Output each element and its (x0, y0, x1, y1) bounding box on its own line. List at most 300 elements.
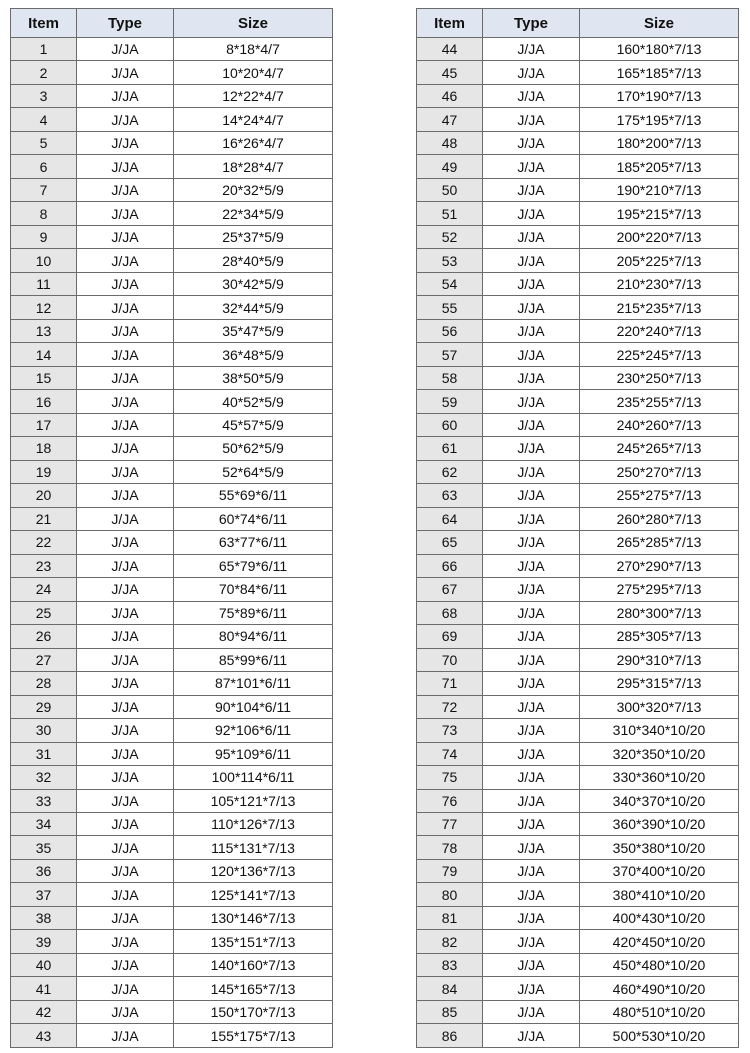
item-cell: 28 (11, 672, 77, 695)
item-cell: 69 (417, 625, 483, 648)
item-cell: 70 (417, 648, 483, 671)
type-cell: J/JA (77, 38, 174, 61)
type-cell: J/JA (77, 601, 174, 624)
size-cell: 350*380*10/20 (580, 836, 739, 859)
size-cell: 95*109*6/11 (174, 742, 333, 765)
item-cell: 41 (11, 977, 77, 1000)
item-cell: 75 (417, 766, 483, 789)
table-row (417, 953, 739, 976)
type-cell: J/JA (77, 554, 174, 577)
item-cell: 55 (417, 296, 483, 319)
item-cell: 33 (11, 789, 77, 812)
table-row (11, 366, 333, 389)
table-row (11, 84, 333, 107)
size-cell: 16*26*4/7 (174, 131, 333, 154)
item-cell: 36 (11, 859, 77, 882)
type-cell: J/JA (483, 836, 580, 859)
size-cell: 270*290*7/13 (580, 554, 739, 577)
type-cell: J/JA (483, 601, 580, 624)
type-cell: J/JA (483, 202, 580, 225)
item-cell: 51 (417, 202, 483, 225)
type-cell: J/JA (77, 296, 174, 319)
table-row (417, 836, 739, 859)
size-cell: 38*50*5/9 (174, 366, 333, 389)
table-header-row (417, 9, 739, 38)
type-cell: J/JA (77, 131, 174, 154)
size-cell: 165*185*7/13 (580, 61, 739, 84)
item-cell: 62 (417, 460, 483, 483)
item-cell: 42 (11, 1000, 77, 1023)
table-row (11, 61, 333, 84)
type-cell: J/JA (77, 719, 174, 742)
size-cell: 205*225*7/13 (580, 249, 739, 272)
size-cell: 85*99*6/11 (174, 648, 333, 671)
type-cell: J/JA (77, 343, 174, 366)
size-cell: 87*101*6/11 (174, 672, 333, 695)
type-cell: J/JA (77, 789, 174, 812)
table-row (417, 484, 739, 507)
type-cell: J/JA (483, 155, 580, 178)
size-cell: 255*275*7/13 (580, 484, 739, 507)
type-cell: J/JA (483, 366, 580, 389)
table-row (417, 390, 739, 413)
item-cell: 29 (11, 695, 77, 718)
item-cell: 1 (11, 38, 77, 61)
table-row (417, 225, 739, 248)
table-row (11, 1024, 333, 1047)
table-row (11, 249, 333, 272)
type-cell: J/JA (483, 648, 580, 671)
type-cell: J/JA (77, 836, 174, 859)
type-header: Type (483, 9, 580, 38)
size-cell: 245*265*7/13 (580, 437, 739, 460)
size-cell: 235*255*7/13 (580, 390, 739, 413)
size-cell: 180*200*7/13 (580, 131, 739, 154)
table-row (417, 578, 739, 601)
item-cell: 8 (11, 202, 77, 225)
size-cell: 215*235*7/13 (580, 296, 739, 319)
item-cell: 11 (11, 272, 77, 295)
item-cell: 45 (417, 61, 483, 84)
type-cell: J/JA (77, 390, 174, 413)
item-cell: 63 (417, 484, 483, 507)
type-cell: J/JA (77, 648, 174, 671)
item-cell: 25 (11, 601, 77, 624)
size-cell: 360*390*10/20 (580, 812, 739, 835)
item-header: Item (11, 9, 77, 38)
item-cell: 59 (417, 390, 483, 413)
table-row (417, 319, 739, 342)
size-cell: 275*295*7/13 (580, 578, 739, 601)
type-cell: J/JA (77, 578, 174, 601)
table-row (11, 789, 333, 812)
size-cell: 90*104*6/11 (174, 695, 333, 718)
item-cell: 73 (417, 719, 483, 742)
type-cell: J/JA (77, 906, 174, 929)
size-cell: 290*310*7/13 (580, 648, 739, 671)
size-cell: 295*315*7/13 (580, 672, 739, 695)
size-cell: 330*360*10/20 (580, 766, 739, 789)
item-cell: 65 (417, 531, 483, 554)
table-row (417, 812, 739, 835)
table-row (11, 413, 333, 436)
item-cell: 4 (11, 108, 77, 131)
type-cell: J/JA (483, 859, 580, 882)
item-cell: 14 (11, 343, 77, 366)
type-cell: J/JA (483, 906, 580, 929)
item-cell: 32 (11, 766, 77, 789)
item-cell: 31 (11, 742, 77, 765)
table-row (417, 531, 739, 554)
type-cell: J/JA (77, 625, 174, 648)
table-row (11, 601, 333, 624)
table-row (417, 906, 739, 929)
item-cell: 44 (417, 38, 483, 61)
type-cell: J/JA (77, 1000, 174, 1023)
item-cell: 3 (11, 84, 77, 107)
size-cell: 185*205*7/13 (580, 155, 739, 178)
table-row (11, 906, 333, 929)
table-row (417, 1024, 739, 1047)
type-cell: J/JA (483, 108, 580, 131)
table-row (417, 1000, 739, 1023)
table-row (11, 531, 333, 554)
table-row (11, 108, 333, 131)
item-cell: 49 (417, 155, 483, 178)
size-cell: 370*400*10/20 (580, 859, 739, 882)
type-cell: J/JA (77, 366, 174, 389)
type-cell: J/JA (483, 719, 580, 742)
item-cell: 10 (11, 249, 77, 272)
size-cell: 36*48*5/9 (174, 343, 333, 366)
item-cell: 78 (417, 836, 483, 859)
type-cell: J/JA (483, 413, 580, 436)
item-cell: 58 (417, 366, 483, 389)
table-row (11, 1000, 333, 1023)
type-cell: J/JA (483, 38, 580, 61)
table-row (417, 296, 739, 319)
size-cell: 155*175*7/13 (174, 1024, 333, 1047)
table-row (11, 625, 333, 648)
table-row (417, 672, 739, 695)
size-cell: 52*64*5/9 (174, 460, 333, 483)
item-cell: 21 (11, 507, 77, 530)
type-cell: J/JA (483, 1000, 580, 1023)
table-row (11, 38, 333, 61)
table-row (417, 131, 739, 154)
table-row (417, 742, 739, 765)
table-row (11, 859, 333, 882)
size-cell: 320*350*10/20 (580, 742, 739, 765)
table-row (417, 84, 739, 107)
table-row (417, 930, 739, 953)
size-cell: 120*136*7/13 (174, 859, 333, 882)
size-cell: 340*370*10/20 (580, 789, 739, 812)
item-cell: 56 (417, 319, 483, 342)
table-row (417, 437, 739, 460)
size-cell: 115*131*7/13 (174, 836, 333, 859)
table-row (11, 484, 333, 507)
type-cell: J/JA (77, 977, 174, 1000)
item-cell: 23 (11, 554, 77, 577)
type-cell: J/JA (483, 225, 580, 248)
type-cell: J/JA (483, 460, 580, 483)
size-cell: 160*180*7/13 (580, 38, 739, 61)
item-cell: 43 (11, 1024, 77, 1047)
type-cell: J/JA (483, 883, 580, 906)
type-cell: J/JA (77, 460, 174, 483)
type-cell: J/JA (483, 507, 580, 530)
size-cell: 420*450*10/20 (580, 930, 739, 953)
type-cell: J/JA (483, 789, 580, 812)
type-cell: J/JA (483, 437, 580, 460)
item-cell: 53 (417, 249, 483, 272)
type-cell: J/JA (483, 178, 580, 201)
size-cell: 450*480*10/20 (580, 953, 739, 976)
item-cell: 34 (11, 812, 77, 835)
item-cell: 27 (11, 648, 77, 671)
item-cell: 16 (11, 390, 77, 413)
size-cell: 380*410*10/20 (580, 883, 739, 906)
size-cell: 310*340*10/20 (580, 719, 739, 742)
item-cell: 86 (417, 1024, 483, 1047)
type-cell: J/JA (77, 742, 174, 765)
size-cell: 45*57*5/9 (174, 413, 333, 436)
type-cell: J/JA (77, 484, 174, 507)
table-row (11, 225, 333, 248)
size-cell: 25*37*5/9 (174, 225, 333, 248)
item-cell: 85 (417, 1000, 483, 1023)
type-cell: J/JA (77, 531, 174, 554)
item-cell: 48 (417, 131, 483, 154)
item-cell: 24 (11, 578, 77, 601)
size-cell: 150*170*7/13 (174, 1000, 333, 1023)
item-cell: 71 (417, 672, 483, 695)
table-row (11, 131, 333, 154)
table-row (417, 789, 739, 812)
size-cell: 200*220*7/13 (580, 225, 739, 248)
item-cell: 66 (417, 554, 483, 577)
table-row (417, 38, 739, 61)
size-cell: 28*40*5/9 (174, 249, 333, 272)
type-cell: J/JA (77, 84, 174, 107)
table-row (417, 343, 739, 366)
type-cell: J/JA (483, 672, 580, 695)
table-row (417, 625, 739, 648)
type-header: Type (77, 9, 174, 38)
table-row (417, 648, 739, 671)
size-cell: 260*280*7/13 (580, 507, 739, 530)
type-cell: J/JA (77, 812, 174, 835)
table-row (417, 719, 739, 742)
type-cell: J/JA (483, 578, 580, 601)
type-cell: J/JA (483, 531, 580, 554)
item-cell: 26 (11, 625, 77, 648)
type-cell: J/JA (483, 742, 580, 765)
table-row (11, 883, 333, 906)
size-cell: 500*530*10/20 (580, 1024, 739, 1047)
item-cell: 67 (417, 578, 483, 601)
type-cell: J/JA (483, 272, 580, 295)
table-row (417, 766, 739, 789)
size-cell: 265*285*7/13 (580, 531, 739, 554)
size-cell: 75*89*6/11 (174, 601, 333, 624)
size-table-left (10, 8, 333, 1048)
size-cell: 35*47*5/9 (174, 319, 333, 342)
item-cell: 15 (11, 366, 77, 389)
table-row (11, 672, 333, 695)
item-cell: 47 (417, 108, 483, 131)
type-cell: J/JA (77, 695, 174, 718)
size-cell: 65*79*6/11 (174, 554, 333, 577)
item-cell: 9 (11, 225, 77, 248)
type-cell: J/JA (483, 484, 580, 507)
size-cell: 10*20*4/7 (174, 61, 333, 84)
size-cell: 175*195*7/13 (580, 108, 739, 131)
item-cell: 80 (417, 883, 483, 906)
table-row (11, 390, 333, 413)
type-cell: J/JA (77, 437, 174, 460)
type-cell: J/JA (483, 695, 580, 718)
item-cell: 79 (417, 859, 483, 882)
table-row (11, 507, 333, 530)
size-cell: 280*300*7/13 (580, 601, 739, 624)
table-row (11, 930, 333, 953)
type-cell: J/JA (483, 554, 580, 577)
size-cell: 140*160*7/13 (174, 953, 333, 976)
type-cell: J/JA (483, 84, 580, 107)
type-cell: J/JA (77, 883, 174, 906)
type-cell: J/JA (483, 61, 580, 84)
size-cell: 220*240*7/13 (580, 319, 739, 342)
size-header: Size (580, 9, 739, 38)
type-cell: J/JA (77, 108, 174, 131)
table-row (417, 601, 739, 624)
size-cell: 32*44*5/9 (174, 296, 333, 319)
size-cell: 20*32*5/9 (174, 178, 333, 201)
type-cell: J/JA (77, 225, 174, 248)
table-row (11, 578, 333, 601)
table-row (11, 319, 333, 342)
size-cell: 22*34*5/9 (174, 202, 333, 225)
item-cell: 76 (417, 789, 483, 812)
size-cell: 240*260*7/13 (580, 413, 739, 436)
table-row (11, 812, 333, 835)
item-cell: 74 (417, 742, 483, 765)
size-cell: 285*305*7/13 (580, 625, 739, 648)
type-cell: J/JA (77, 272, 174, 295)
table-row (11, 836, 333, 859)
item-cell: 77 (417, 812, 483, 835)
item-cell: 60 (417, 413, 483, 436)
table-row (11, 766, 333, 789)
type-cell: J/JA (77, 859, 174, 882)
size-cell: 60*74*6/11 (174, 507, 333, 530)
size-cell: 225*245*7/13 (580, 343, 739, 366)
size-cell: 460*490*10/20 (580, 977, 739, 1000)
item-cell: 52 (417, 225, 483, 248)
type-cell: J/JA (77, 155, 174, 178)
table-row (11, 460, 333, 483)
table-row (417, 249, 739, 272)
table-row (11, 437, 333, 460)
size-cell: 18*28*4/7 (174, 155, 333, 178)
type-cell: J/JA (483, 930, 580, 953)
size-cell: 195*215*7/13 (580, 202, 739, 225)
table-row (417, 977, 739, 1000)
item-cell: 64 (417, 507, 483, 530)
size-cell: 92*106*6/11 (174, 719, 333, 742)
type-cell: J/JA (77, 178, 174, 201)
size-cell: 80*94*6/11 (174, 625, 333, 648)
item-cell: 2 (11, 61, 77, 84)
type-cell: J/JA (77, 202, 174, 225)
type-cell: J/JA (77, 413, 174, 436)
item-cell: 68 (417, 601, 483, 624)
item-header: Item (417, 9, 483, 38)
table-row (11, 202, 333, 225)
size-cell: 14*24*4/7 (174, 108, 333, 131)
table-row (417, 883, 739, 906)
size-cell: 300*320*7/13 (580, 695, 739, 718)
size-cell: 110*126*7/13 (174, 812, 333, 835)
item-cell: 38 (11, 906, 77, 929)
table-row (11, 296, 333, 319)
table-row (417, 108, 739, 131)
table-row (417, 554, 739, 577)
table-row (417, 413, 739, 436)
item-cell: 7 (11, 178, 77, 201)
size-cell: 170*190*7/13 (580, 84, 739, 107)
table-row (417, 460, 739, 483)
item-cell: 83 (417, 953, 483, 976)
type-cell: J/JA (483, 953, 580, 976)
type-cell: J/JA (483, 977, 580, 1000)
table-row (417, 859, 739, 882)
item-cell: 72 (417, 695, 483, 718)
item-cell: 22 (11, 531, 77, 554)
table-row (417, 507, 739, 530)
type-cell: J/JA (77, 507, 174, 530)
table-row (11, 272, 333, 295)
size-cell: 105*121*7/13 (174, 789, 333, 812)
item-cell: 50 (417, 178, 483, 201)
size-cell: 30*42*5/9 (174, 272, 333, 295)
table-row (11, 695, 333, 718)
size-cell: 135*151*7/13 (174, 930, 333, 953)
table-row (417, 202, 739, 225)
type-cell: J/JA (483, 390, 580, 413)
item-cell: 6 (11, 155, 77, 178)
table-row (11, 977, 333, 1000)
size-cell: 145*165*7/13 (174, 977, 333, 1000)
item-cell: 82 (417, 930, 483, 953)
type-cell: J/JA (483, 249, 580, 272)
item-cell: 57 (417, 343, 483, 366)
table-row (417, 366, 739, 389)
size-cell: 100*114*6/11 (174, 766, 333, 789)
table-row (417, 61, 739, 84)
type-cell: J/JA (77, 930, 174, 953)
type-cell: J/JA (483, 1024, 580, 1047)
item-cell: 30 (11, 719, 77, 742)
item-cell: 84 (417, 977, 483, 1000)
size-cell: 55*69*6/11 (174, 484, 333, 507)
size-cell: 63*77*6/11 (174, 531, 333, 554)
size-cell: 125*141*7/13 (174, 883, 333, 906)
type-cell: J/JA (483, 625, 580, 648)
size-cell: 250*270*7/13 (580, 460, 739, 483)
